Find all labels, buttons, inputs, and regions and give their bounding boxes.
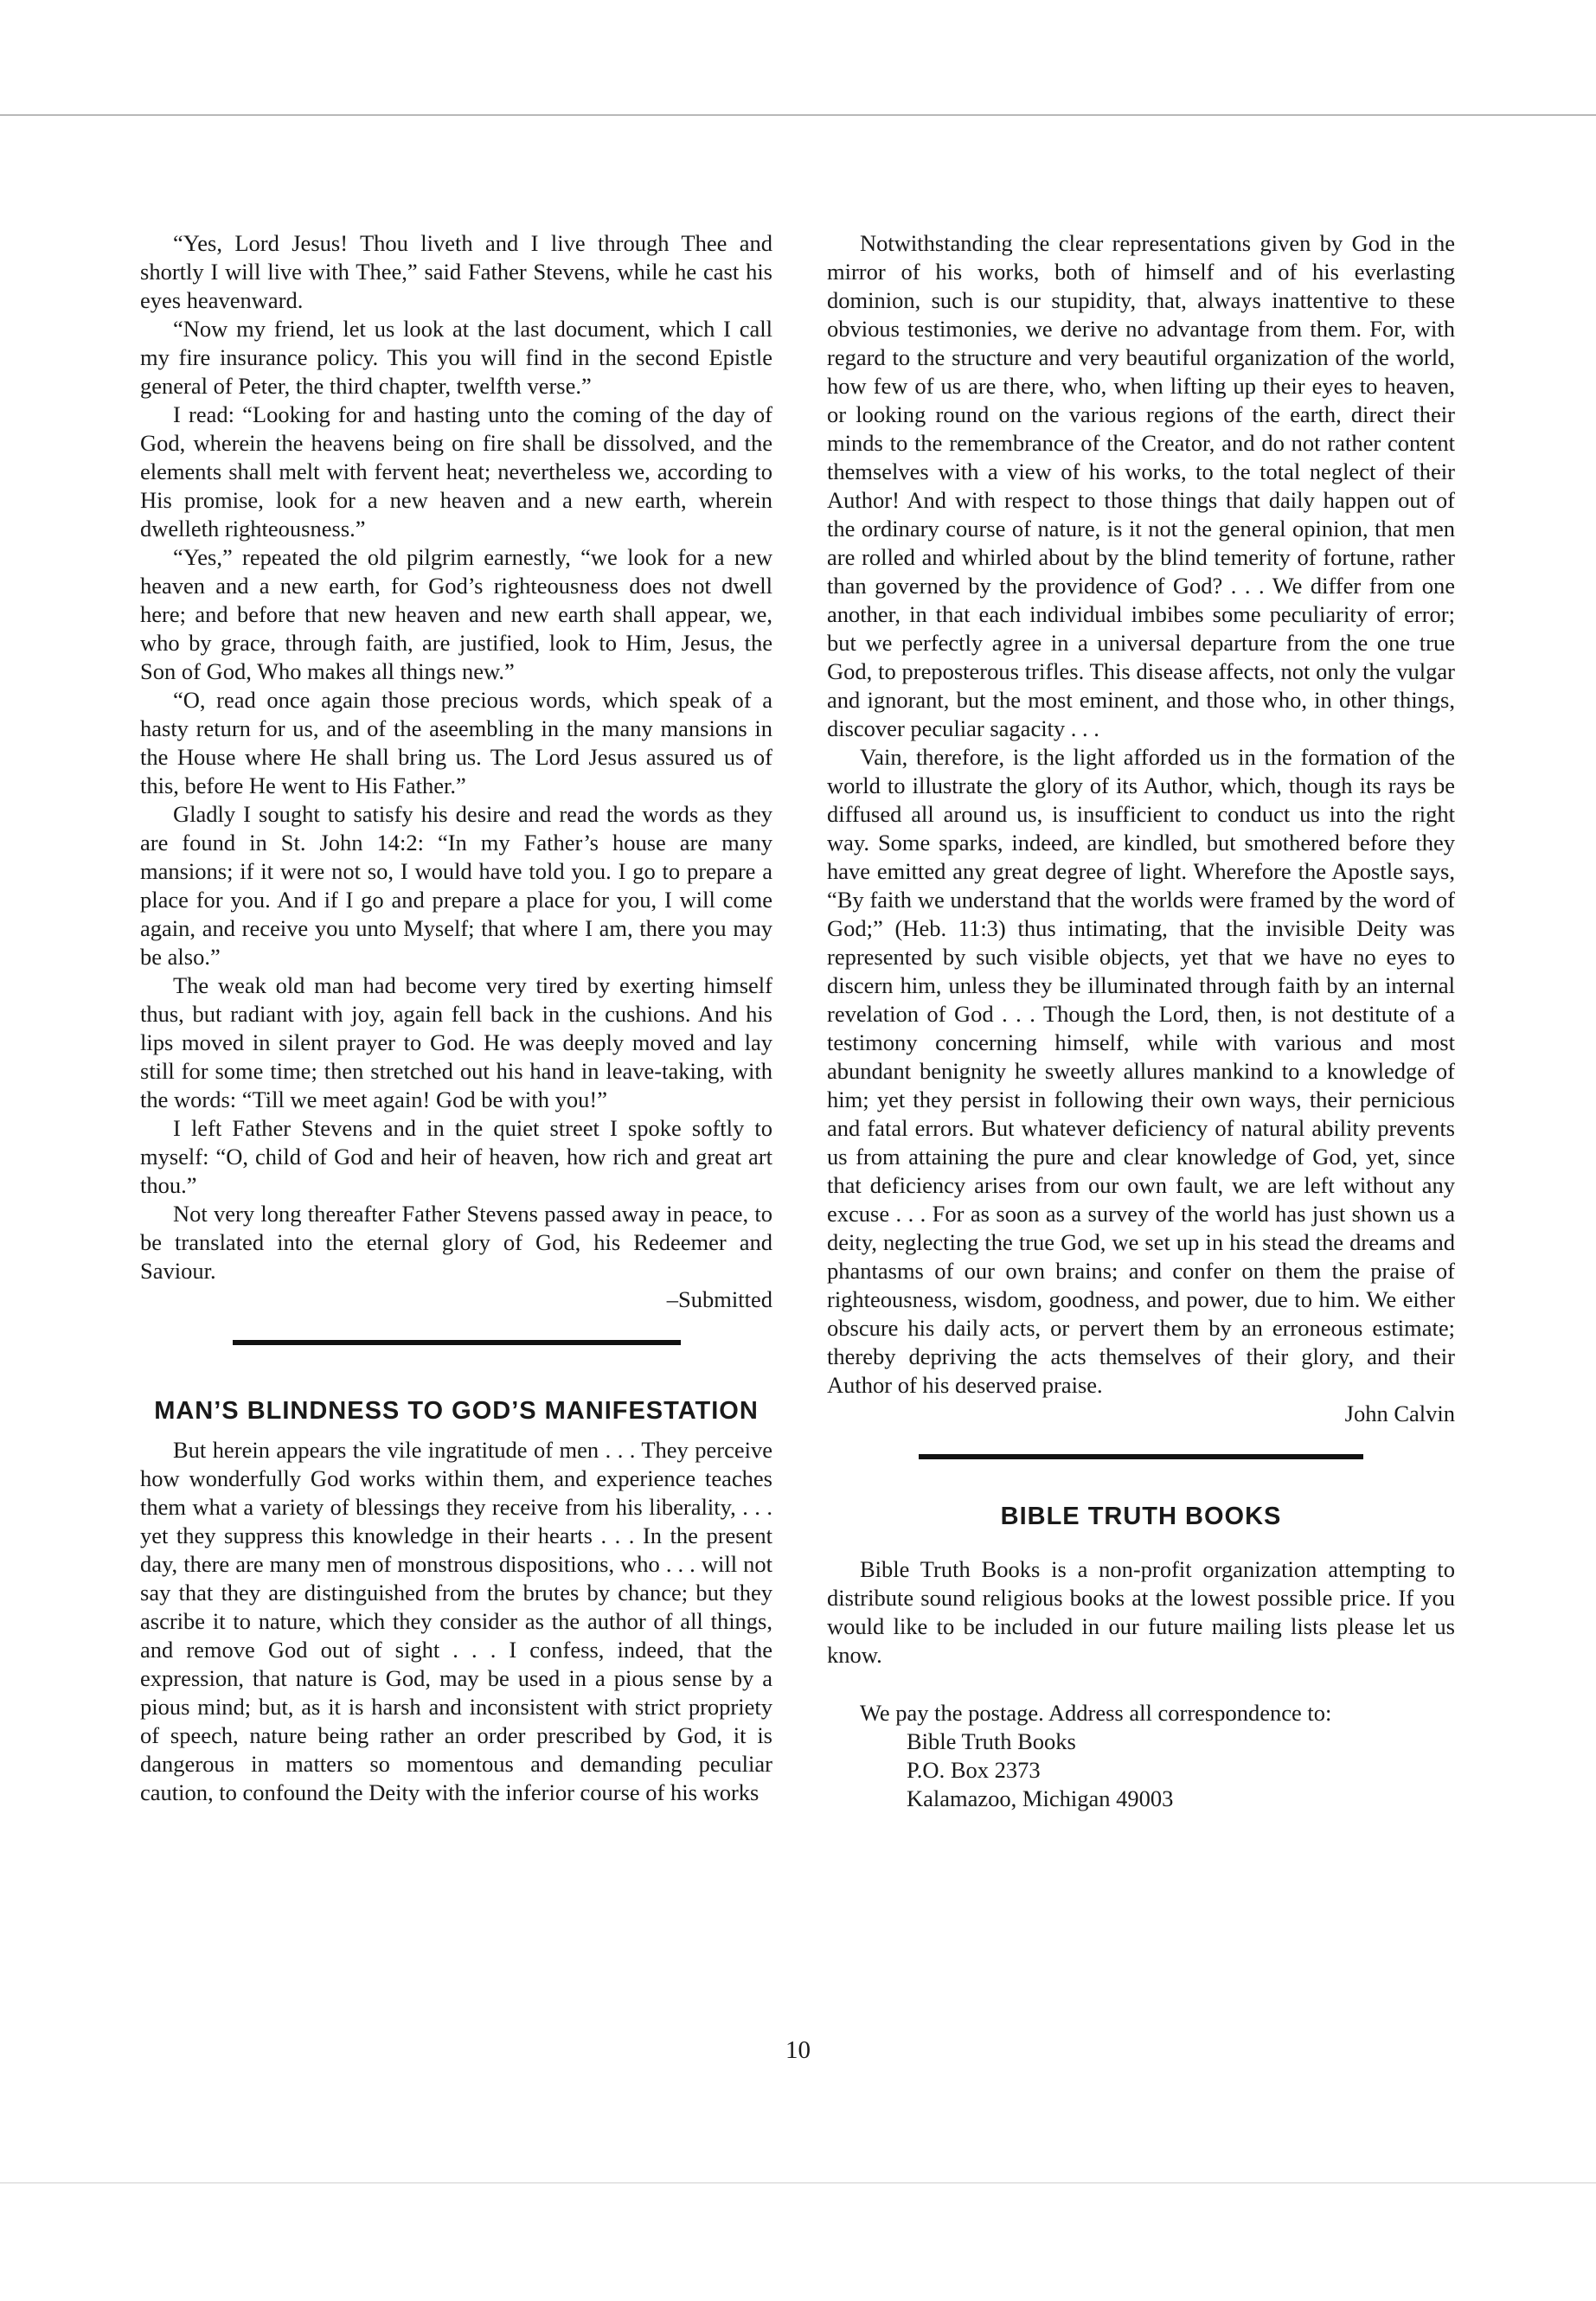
calvin-paragraph: But herein appears the vile ingratitude of men . . . They perceive how wonderfully God works within them, and experience teaches them what a variety of blessings they receive from his liberality, . . . yet they suppress this knowledge in their hearts . . . In the present day, there are many men of monstrous dispositions, who . . . will not say that they are distinguished from the brutes by chance; but they ascribe it to nature, which they consider as the author of all things, and remove God out of sight . . . I confess, indeed, that the expression, that nature is God, may be used in a pious sense by a pious mind; but, as it is harsh and inconsistent with strict propriety of speech, nature being rather an order prescribed by God, it is dangerous in matters so momentous and demanding peculiar caution, to confound the Deity with the inferior course of his works bbox=[140, 1437, 772, 1805]
address-line: P.O. Box 2373 bbox=[907, 1757, 1041, 1783]
address-intro: We pay the postage. Address all correspondence to: bbox=[860, 1700, 1332, 1726]
page-bottom-edge bbox=[0, 2182, 1596, 2183]
story-paragraph: I read: “Looking for and hasting unto the coming of the day of God, wherein the heavens being on fire shall be dissolved, and the elements shall melt with fervent heat; nevertheless we, according to His promise, look for a new heaven and a new earth, wherein dwelleth righteousness.” bbox=[140, 401, 772, 542]
page-top-edge bbox=[0, 114, 1596, 116]
page-number: 10 bbox=[785, 2036, 811, 2064]
story-paragraph: Not very long thereafter Father Stevens passed away in peace, to be translated into the eternal glory of God, his Redeemer and Saviour. bbox=[140, 1201, 772, 1284]
left-column bbox=[140, 229, 772, 1807]
organization-description: Bible Truth Books is a non-profit organization attempting to distribute sound religious books at the lowest possible price. If you would like to be included in our future mailing lists please let us know. bbox=[827, 1556, 1455, 1668]
story-paragraph: “Yes, Lord Jesus! Thou liveth and I live through Thee and shortly I will live with Thee,” said Father Stevens, while he cast his eyes heavenward. bbox=[140, 230, 772, 313]
calvin-paragraph: Vain, therefore, is the light afforded us in the formation of the world to illustrate the glory of its Author, which, though its rays be diffused all around us, is insufficient to conduct us into the right way. Some sparks, indeed, are kindled, but smothered before they have emitted any great degree of light. Wherefore the Apostle says, “By faith we understand that the worlds were framed by the word of God;” (Heb. 11:3) thus intimating, that the invisible Deity was represented by such visible objects, yet that we have no eyes to discern him, unless they be illuminated through faith by an internal revelation of God . . . Though the Lord, then, is not destitute of a testimony concerning himself, while with various and most abundant benignity he sweetly allures mankind to a knowledge of him; yet they persist in following their own ways, their pernicious and fatal errors. But whatever deficiency of natural ability prevents us from attaining the pure and clear knowledge of God, yet, since that deficiency arises from our own fault, we are left without any excuse . . . For as soon as a survey of the world has just shown us a deity, neglecting the true God, we set up in his stead the dreams and phantasms of our own brains; and confer on them the praise of righteousness, wisdom, goodness, and power, due to him. We either obscure his daily acts, or pervert them by an erroneous estimate; thereby depriving the acts themselves of their glory, and their Author of his deserved praise. bbox=[827, 744, 1455, 1398]
story-paragraph: “Now my friend, let us look at the last document, which I call my fire insurance policy. This you will find in the second Epistle general of Peter, the third chapter, twelfth verse.” bbox=[140, 316, 772, 399]
mailing-address-block bbox=[827, 1699, 1455, 1813]
address-line: Bible Truth Books bbox=[907, 1728, 1076, 1754]
story-paragraph: “O, read once again those precious words, which speak of a hasty return for us, and of the aseembling in the many mansions in the House where He shall bring us. The Lord Jesus assured us of this, before He went to His Father.” bbox=[140, 687, 772, 798]
story-paragraph: I left Father Stevens and in the quiet street I spoke softly to myself: “O, child of God and heir of heaven, how rich and great art thou.” bbox=[140, 1115, 772, 1198]
right-column bbox=[827, 229, 1455, 1813]
calvin-paragraph: Notwithstanding the clear representations given by God in the mirror of his works, both of himself and of his everlasting dominion, such is our stupidity, that, always inattentive to these obvious testimonies, we derive no advantage from them. For, with regard to the structure and very beautiful organization of the world, how few of us are there, who, when lifting up their eyes to heaven, or looking round on the various regions of the earth, direct their minds to the remembrance of the Creator, and do not rather content themselves with a view of his works, to the total neglect of their Author! And with respect to those things that daily happen out of the ordinary course of nature, is it not the general opinion, that men are rolled and whirled about by the blind temerity of fortune, rather than governed by the providence of God? . . . We differ from one another, in that each individual imbibes some peculiarity of error; but we perfectly agree in a universal departure from the one true God, to preposterous trifles. This disease affects, not only the vulgar and ignorant, but the most eminent, and those who, in other things, discover peculiar sagacity . . . bbox=[827, 230, 1455, 741]
section-divider bbox=[233, 1340, 681, 1345]
section-heading-bible-truth-books: BIBLE TRUTH BOOKS bbox=[1000, 1503, 1282, 1530]
story-paragraph: The weak old man had become very tired by exerting himself thus, but radiant with joy, again fell back in the cushions. And his lips moved in silent prayer to God. He was deeply moved and lay still for some time; then stretched out his hand in leave-taking, with the words: “Till we meet again! God be with you!” bbox=[140, 972, 772, 1112]
submitted-signature: –Submitted bbox=[666, 1286, 772, 1312]
story-paragraph: Gladly I sought to satisfy his desire and read the words as they are found in St. John 14:2: “In my Father’s house are many mansions; if it were not so, I would have told you. I go to prepare a place for you. And if I go and prepare a place for you, I will come again, and receive you unto Myself; that where I am, there you may be also.” bbox=[140, 801, 772, 970]
section-heading-blindness: MAN’S BLINDNESS TO GOD’S MANIFESTATION bbox=[154, 1397, 759, 1425]
address-line: Kalamazoo, Michigan 49003 bbox=[907, 1785, 1174, 1811]
story-paragraph: “Yes,” repeated the old pilgrim earnestly, “we look for a new heaven and a new earth, for God’s righteousness does not dwell here; and before that new heaven and new earth shall appear, we, who by grace, through faith, are justified, look to Him, Jesus, the Son of God, Who makes all things new.” bbox=[140, 544, 772, 684]
author-signature: John Calvin bbox=[1344, 1400, 1455, 1426]
section-divider bbox=[919, 1454, 1363, 1459]
